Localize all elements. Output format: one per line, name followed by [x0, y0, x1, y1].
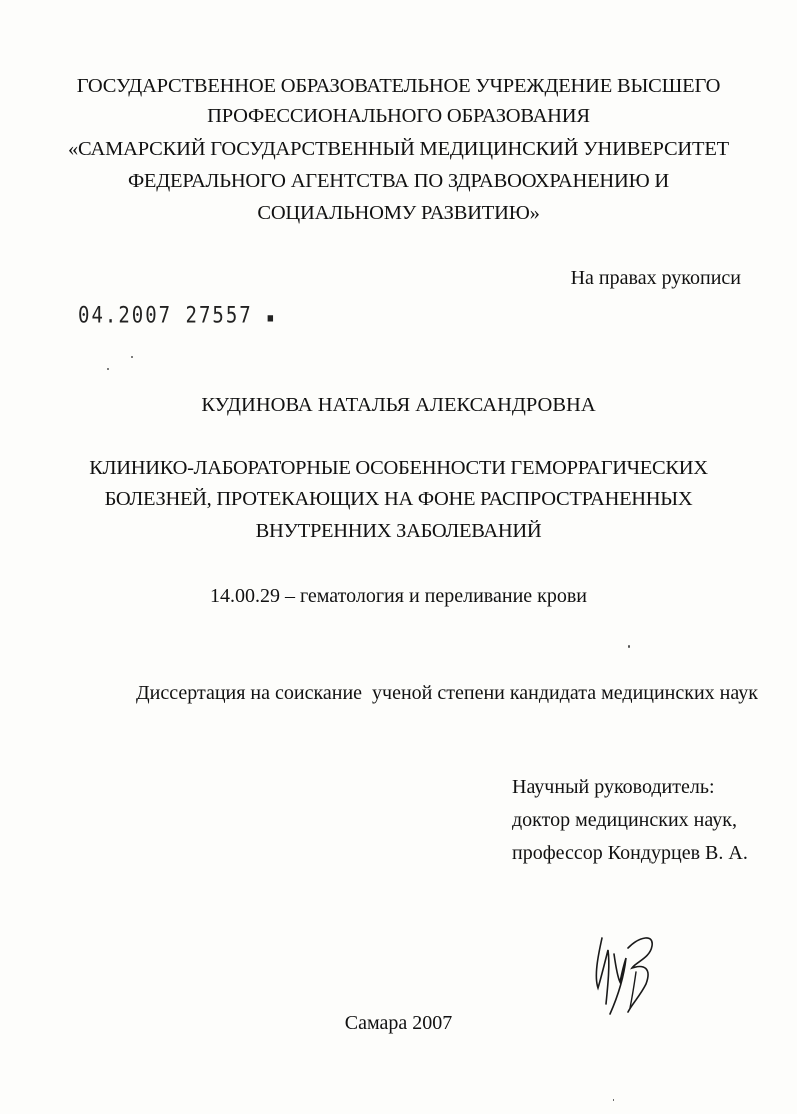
institution-line-5: СОЦИАЛЬНОМУ РАЗВИТИЮ»: [257, 202, 540, 224]
registration-number-text: 04.2007 27557: [78, 303, 253, 329]
supervisor-label: Научный руководитель:: [512, 776, 715, 798]
institution-line-4: ФЕДЕРАЛЬНОГО АГЕНТСТВА ПО ЗДРАВООХРАНЕНИЮ И: [127, 170, 670, 192]
handwritten-signature: [588, 928, 666, 1018]
title-line-1: КЛИНИКО-ЛАБОРАТОРНЫЕ ОСОБЕННОСТИ ГЕМОРРАГИЧЕСКИХ: [89, 457, 708, 479]
scan-speck: [131, 356, 133, 358]
specialty: 14.00.29 – гематология и переливание крови: [209, 585, 588, 607]
title-line-2: БОЛЕЗНЕЙ, ПРОТЕКАЮЩИХ НА ФОНЕ РАСПРОСТРАНЕННЫХ: [104, 488, 693, 510]
scan-speck: [107, 368, 109, 370]
supervisor-degree: доктор медицинских наук,: [512, 809, 737, 831]
institution-line-2: ПРОФЕССИОНАЛЬНОГО ОБРАЗОВАНИЯ: [207, 105, 590, 127]
registration-number: [78, 303, 277, 328]
scan-speck: [613, 1099, 614, 1101]
institution-line-1: ГОСУДАРСТВЕННОЕ ОБРАЗОВАТЕЛЬНОЕ УЧРЕЖДЕНИЕ ВЫСШЕГО: [76, 75, 721, 97]
supervisor-name: профессор Кондурцев В. А.: [512, 842, 748, 864]
bullet-mark: ▪: [266, 308, 277, 328]
scan-speck: [628, 645, 630, 648]
manuscript-note: На правах рукописи: [570, 267, 741, 289]
city-year: Самара 2007: [344, 1012, 453, 1034]
degree-statement: Диссертация на соискание ученой степени кандидата медицинских наук: [136, 682, 758, 704]
title-line-3: ВНУТРЕННИХ ЗАБОЛЕВАНИЙ: [255, 520, 542, 542]
author-name: КУДИНОВА НАТАЛЬЯ АЛЕКСАНДРОВНА: [201, 394, 596, 416]
institution-line-3: «САМАРСКИЙ ГОСУДАРСТВЕННЫЙ МЕДИЦИНСКИЙ УНИВЕРСИТЕТ: [67, 138, 729, 160]
